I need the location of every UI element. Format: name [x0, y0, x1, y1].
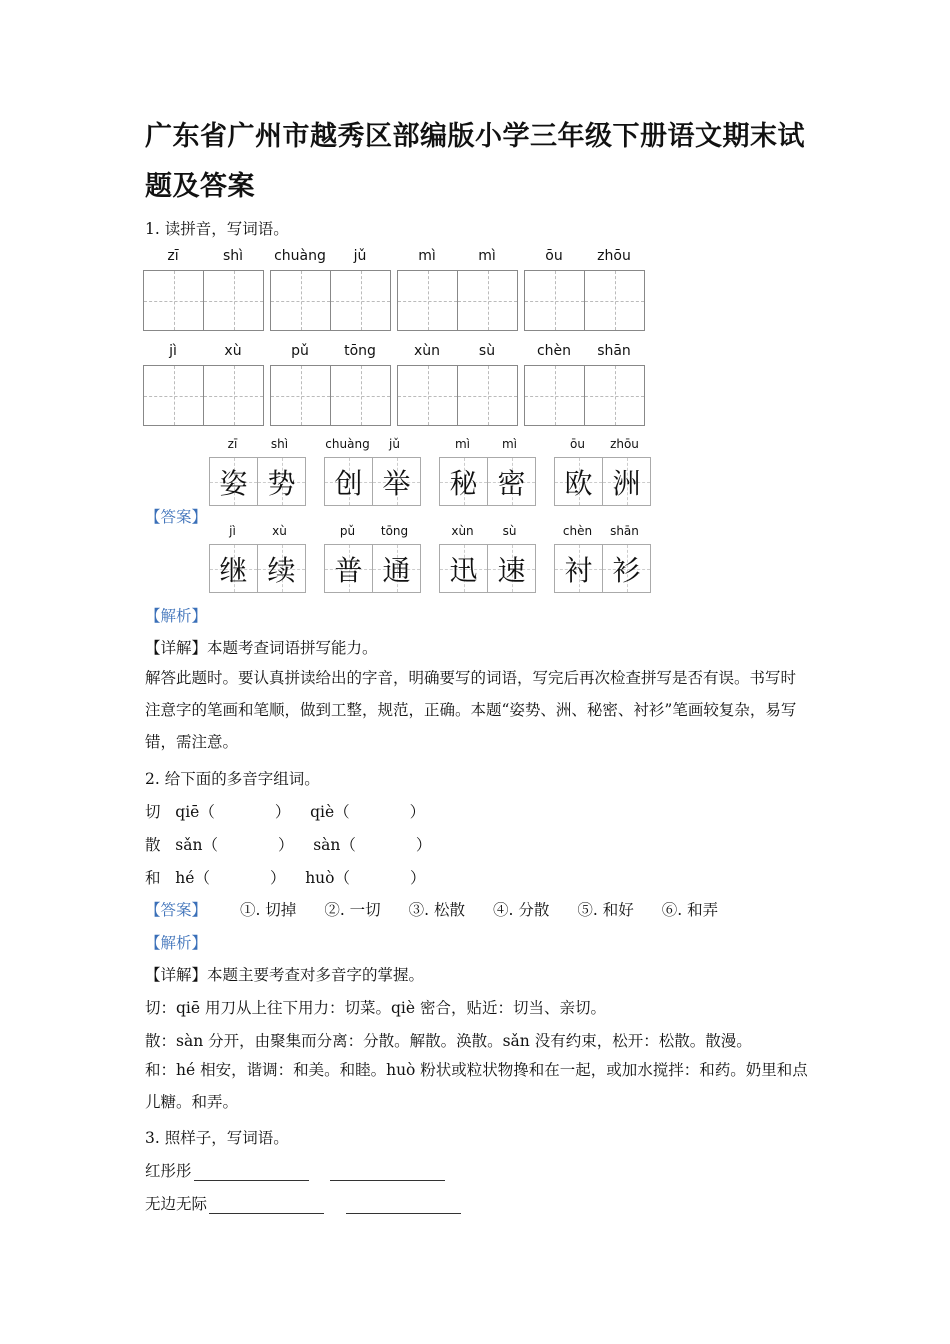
answer-blank[interactable]: [209, 1197, 324, 1214]
answer-cell: [488, 545, 535, 592]
q3-item-text: 无边无际: [145, 1195, 208, 1213]
writing-cell[interactable]: [271, 366, 331, 425]
answer-pinyin: pǔ: [339, 524, 356, 538]
q3-item-1: [145, 1159, 445, 1181]
answer-character: 创: [334, 466, 363, 500]
pinyin-word-group: [397, 343, 518, 426]
q3-item-2: [145, 1192, 461, 1214]
answer-word-group: [439, 524, 536, 593]
q1-answer-row-1: [209, 437, 651, 506]
answer-cell: [325, 458, 373, 505]
q2-detail-label: 【详解】: [145, 966, 208, 984]
q2-item-char: 散: [145, 836, 161, 854]
pinyin-word-group: [270, 248, 391, 331]
answer-cell: [440, 545, 488, 592]
answer-cell: [210, 545, 258, 592]
answer-pinyin: jǔ: [389, 437, 400, 451]
q1-detail-text: 本题考查词语拼写能力。: [207, 639, 378, 657]
answer-character: 秘: [449, 466, 478, 500]
q1-detail: [145, 636, 378, 658]
pinyin-label: chuàng: [274, 248, 326, 264]
q2-answer-item: ②. 一切: [324, 901, 381, 919]
pinyin-label: sù: [478, 343, 496, 359]
q2-item-p2: ）: [269, 869, 286, 887]
q2-answer-item: ③. 松散: [408, 901, 466, 919]
q1-answer-label: 【答案】: [145, 508, 208, 526]
q3-label: 3. 照样子，写词语。: [145, 1129, 289, 1147]
pinyin-label: jì: [169, 343, 177, 359]
q2-item: [145, 800, 425, 822]
pinyin-label: zhōu: [597, 248, 631, 264]
pinyin-word-group: [270, 343, 391, 426]
answer-word-group: [209, 524, 306, 593]
answer-cell: [258, 458, 305, 505]
q2-item-p4: ）: [409, 803, 426, 821]
pinyin-label: mì: [478, 248, 496, 264]
answer-cell: [210, 458, 258, 505]
q1-answer-row-2: [209, 524, 651, 593]
q2-label: 2. 给下面的多音字组词。: [145, 770, 320, 788]
q2-item-p4: ）: [415, 836, 432, 854]
writing-cell[interactable]: [585, 271, 644, 330]
answer-cell: [373, 458, 420, 505]
q2-item-p2: ）: [274, 803, 291, 821]
q2-item-p4: ）: [410, 869, 426, 887]
answer-character: 衬: [564, 553, 593, 587]
answer-blank[interactable]: [330, 1164, 445, 1181]
writing-cell[interactable]: [144, 366, 204, 425]
answer-character: 普: [334, 553, 363, 587]
answer-pinyin: chuàng: [325, 437, 370, 451]
q2-answer-item: ⑥. 和弄: [661, 901, 719, 919]
q2-answer-item: ④. 分散: [493, 901, 550, 919]
answer-cell: [555, 458, 603, 505]
answer-word-group: [324, 524, 421, 593]
answer-cell: [603, 458, 650, 505]
writing-cell[interactable]: [331, 271, 390, 330]
q1-pinyin-grid-row-2: [143, 343, 645, 426]
answer-cell: [258, 545, 305, 592]
writing-cell[interactable]: [525, 366, 585, 425]
answer-character: 欧: [564, 466, 593, 500]
answer-cell: [440, 458, 488, 505]
answer-character: 举: [382, 466, 411, 500]
writing-cell[interactable]: [271, 271, 331, 330]
answer-cell: [555, 545, 603, 592]
q2-explain-line-2: 散：sàn 分开，由聚集而分离：分散。解散。涣散。sǎn 没有约束，松开：松散。散漫。: [145, 1032, 752, 1050]
q2-item-p3: huò（: [305, 869, 350, 887]
q1-detail-label: 【详解】: [145, 639, 208, 657]
q2-item-char: 和: [145, 869, 161, 887]
writing-cell[interactable]: [585, 366, 644, 425]
page-title: 广东省广州市越秀区部编版小学三年级下册语文期末试题及答案: [145, 121, 805, 202]
pinyin-label: shì: [222, 248, 244, 264]
pinyin-label: shān: [597, 343, 631, 359]
q2-item-char: 切: [145, 803, 161, 821]
answer-blank[interactable]: [194, 1164, 309, 1181]
q2-item: [145, 866, 426, 888]
answer-blank[interactable]: [346, 1197, 461, 1214]
q1-pinyin-grid-row-1: [143, 248, 645, 331]
answer-pinyin: sù: [502, 524, 517, 538]
answer-pinyin: zhōu: [610, 437, 639, 451]
answer-word-group: [439, 437, 536, 506]
writing-cell[interactable]: [204, 366, 263, 425]
pinyin-label: pǔ: [291, 343, 309, 359]
q3-item-text: 红彤彤: [145, 1162, 192, 1180]
answer-pinyin: chèn: [562, 524, 593, 538]
pinyin-label: mì: [418, 248, 436, 264]
answer-pinyin: tōng: [380, 524, 409, 538]
answer-character: 速: [497, 553, 526, 587]
q2-answer-label: 【答案】: [145, 901, 208, 919]
pinyin-label: ōu: [545, 248, 563, 264]
q2-item-p3: sàn（: [313, 836, 356, 854]
q2-explain-line-1: 切：qiē 用刀从上往下用力：切菜。qiè 密合，贴近：切当、亲切。: [145, 999, 606, 1017]
answer-cell: [325, 545, 373, 592]
answer-character: 通: [382, 553, 411, 587]
q2-answer-item: ①. 切掉: [239, 901, 297, 919]
pinyin-word-group: [143, 248, 264, 331]
answer-cell: [603, 545, 650, 592]
pinyin-word-group: [143, 343, 264, 426]
answer-pinyin: ōu: [570, 437, 585, 451]
answer-character: 势: [267, 466, 296, 500]
answer-pinyin: xùn: [451, 524, 474, 538]
q2-item: [145, 833, 431, 855]
pinyin-word-group: [524, 248, 645, 331]
pinyin-label: jǔ: [353, 248, 367, 264]
pinyin-word-group: [524, 343, 645, 426]
pinyin-label: tōng: [344, 343, 376, 359]
writing-cell[interactable]: [144, 271, 204, 330]
pinyin-label: zī: [167, 248, 179, 264]
q2-detail-text: 本题主要考查对多音字的掌握。: [207, 966, 425, 984]
q2-answer-item: ⑤. 和好: [577, 901, 634, 919]
answer-pinyin: shì: [270, 437, 289, 451]
answer-character: 衫: [612, 553, 641, 587]
q1-explanation: 解答此题时。要认真拼读给出的字音，明确要写的词语，写完后再次检查拼写是否有误。书写时注意字的笔画和笔顺，做到工整，规范，正确。本题“姿势、洲、秘密、衬衫”笔画较复杂，易写错，需注意。: [145, 669, 797, 751]
q2-detail: [145, 963, 424, 985]
answer-word-group: [209, 437, 306, 506]
q2-item-p1: qiē（: [175, 803, 215, 821]
answer-character: 洲: [612, 466, 641, 500]
pinyin-label: xùn: [413, 343, 441, 359]
answer-character: 续: [267, 553, 296, 587]
pinyin-word-group: [397, 248, 518, 331]
pinyin-label: chèn: [536, 343, 572, 359]
q2-explain-line-3: 和：hé 相安，谐调：和美。和睦。huò 粉状或粒状物搀和在一起，或加水搅拌：和药。奶里和点儿糖。和弄。: [145, 1061, 808, 1111]
writing-cell[interactable]: [525, 271, 585, 330]
q2-answer: [145, 898, 718, 920]
answer-pinyin: xù: [272, 524, 287, 538]
q2-analysis-label: 【解析】: [145, 934, 208, 952]
q2-item-p2: ）: [277, 836, 294, 854]
answer-character: 迅: [449, 553, 478, 587]
q2-item-p3: qiè（: [310, 803, 350, 821]
q1-label: 1. 读拼音，写词语。: [145, 220, 289, 238]
answer-character: 密: [497, 466, 526, 500]
answer-pinyin: zī: [227, 437, 238, 451]
answer-cell: [488, 458, 535, 505]
writing-cell[interactable]: [398, 271, 458, 330]
pinyin-label: xù: [224, 343, 242, 359]
answer-word-group: [554, 437, 651, 506]
writing-cell[interactable]: [398, 366, 458, 425]
answer-word-group: [554, 524, 651, 593]
q2-item-p1: hé（: [175, 869, 210, 887]
writing-cell[interactable]: [331, 366, 390, 425]
writing-cell[interactable]: [458, 366, 517, 425]
answer-cell: [373, 545, 420, 592]
q2-item-p1: sǎn（: [175, 836, 218, 854]
writing-cell[interactable]: [204, 271, 263, 330]
answer-character: 继: [219, 553, 248, 587]
answer-character: 姿: [219, 466, 248, 500]
answer-pinyin: jì: [229, 524, 236, 538]
writing-cell[interactable]: [458, 271, 517, 330]
answer-pinyin: mì: [501, 437, 518, 451]
answer-pinyin: shān: [610, 524, 639, 538]
answer-word-group: [324, 437, 421, 506]
answer-pinyin: mì: [454, 437, 471, 451]
q1-analysis-label: 【解析】: [145, 607, 208, 625]
